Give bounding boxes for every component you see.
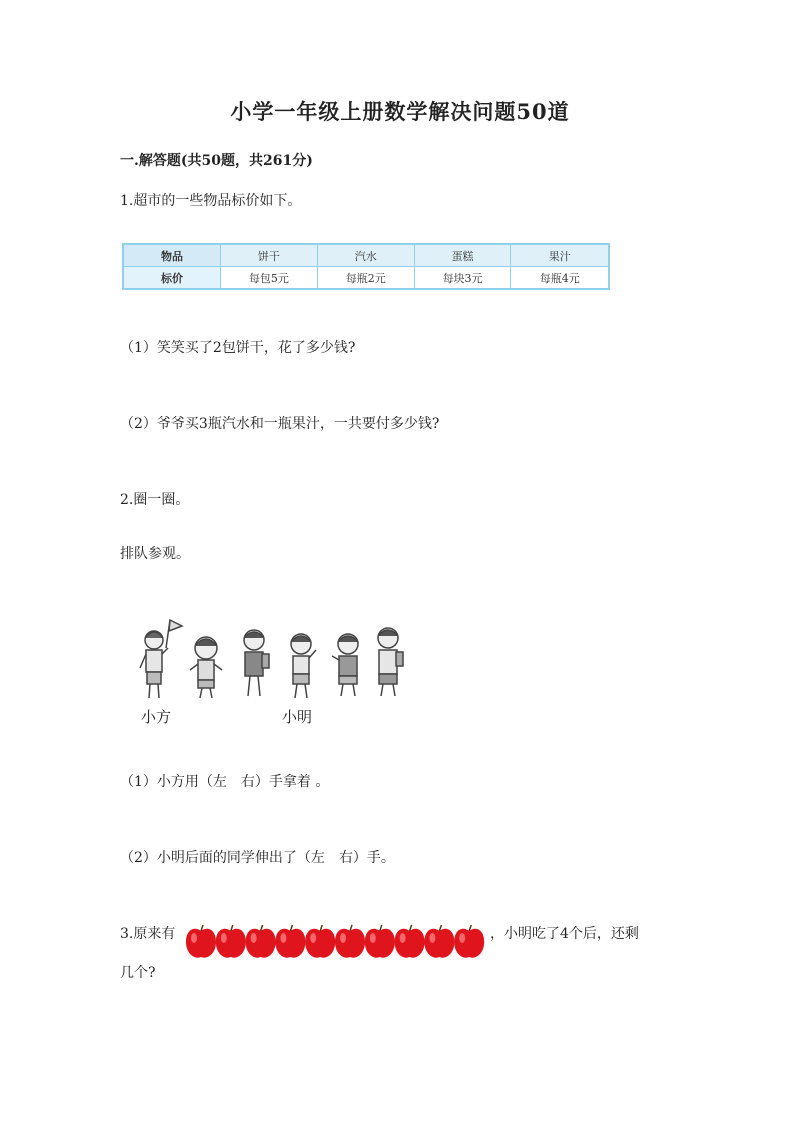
- apple-icon: [335, 925, 365, 958]
- table-cell: 蛋糕: [414, 244, 511, 267]
- name-label-xiaoming: 小明: [282, 708, 313, 726]
- table-cell: 每包5元: [221, 267, 318, 290]
- apples-svg: [186, 922, 486, 962]
- q2-sub1: （1）小方用（左 右）手拿着 。: [120, 774, 330, 790]
- apple-icon: [216, 925, 246, 958]
- price-table-header-row: [123, 244, 609, 267]
- table-cell: 汽水: [317, 244, 414, 267]
- apple-icon: [246, 925, 276, 958]
- apple-icon: [365, 925, 395, 958]
- price-table-price-row: [123, 267, 609, 290]
- child-figure-2: [190, 637, 222, 698]
- apple-icon: [454, 925, 484, 958]
- table-cell: 物品: [123, 244, 221, 267]
- q2-stem: 2.圈一圈。: [120, 492, 190, 508]
- table-cell: 标价: [123, 267, 221, 290]
- q3-stem-end: 几个?: [120, 965, 156, 981]
- apple-icon: [424, 925, 454, 958]
- page-title: 小学一年级上册数学解决问题50道: [230, 99, 570, 124]
- child-figure-1: [140, 620, 182, 698]
- q1-stem: 1.超市的一些物品标价如下。: [120, 193, 302, 209]
- price-table: [122, 243, 610, 290]
- child-figure-5: [332, 634, 358, 696]
- name-label-xiaofang: 小方: [141, 708, 172, 726]
- q1-sub2: （2）爷爷买3瓶汽水和一瓶果汁，一共要付多少钱?: [120, 416, 440, 432]
- child-figure-6: [378, 628, 403, 696]
- table-cell: 果汁: [511, 244, 609, 267]
- child-figure-3: [244, 630, 269, 696]
- q2-sub2: （2）小明后面的同学伸出了（左 右）手。: [120, 850, 395, 866]
- q3-stem-before: 3.原来有: [120, 926, 176, 942]
- q2-prompt: 排队参观。: [120, 546, 190, 562]
- q3-stem-after: ，小明吃了4个后，还剩: [490, 926, 639, 942]
- apple-icon: [395, 925, 425, 958]
- table-cell: 每瓶2元: [317, 267, 414, 290]
- child-figure-4: [291, 634, 316, 698]
- apple-row: [186, 922, 486, 962]
- table-cell: 饼干: [221, 244, 318, 267]
- table-cell: 每块3元: [414, 267, 511, 290]
- section-heading: 一.解答题(共50题，共261分): [120, 153, 313, 169]
- table-cell: 每瓶4元: [511, 267, 609, 290]
- apple-icon: [275, 925, 305, 958]
- q1-sub1: （1）笑笑买了2包饼干，花了多少钱?: [120, 340, 356, 356]
- apple-icon: [305, 925, 335, 958]
- apple-icon: [186, 925, 216, 958]
